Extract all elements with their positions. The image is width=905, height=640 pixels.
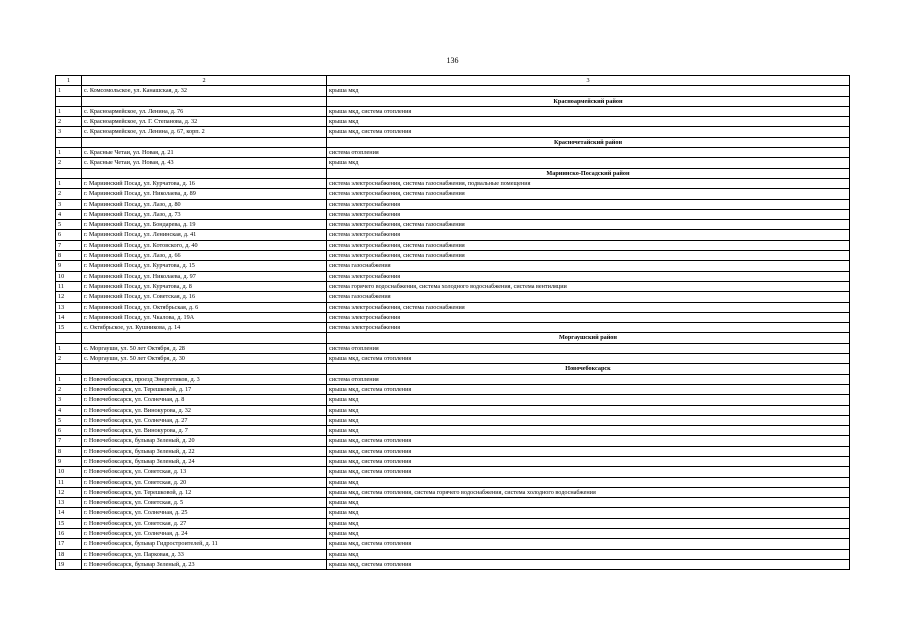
row-systems: система отопления <box>327 148 850 158</box>
table-body <box>56 76 850 570</box>
table-row <box>56 477 850 487</box>
row-number: 8 <box>56 251 82 261</box>
row-address: г. Новочебоксарск, ул. Солнечная, д. 27 <box>82 415 327 425</box>
table-row <box>56 384 850 394</box>
row-address: г. Мариинский Посад, ул. Николаева, д. 97 <box>82 271 327 281</box>
table-row <box>56 559 850 569</box>
row-number: 4 <box>56 405 82 415</box>
section-empty-cell <box>56 168 82 178</box>
row-number: 2 <box>56 354 82 364</box>
section-empty-cell <box>82 364 327 374</box>
row-systems: система электроснабжения <box>327 199 850 209</box>
table-row <box>56 292 850 302</box>
row-systems: крыша мкд, система отопления <box>327 456 850 466</box>
row-address: г. Новочебоксарск, бульвар Зеленый, д. 24 <box>82 456 327 466</box>
table-row <box>56 436 850 446</box>
row-number: 5 <box>56 220 82 230</box>
row-address: г. Новочебоксарск, ул. Солнечная, д. 24 <box>82 529 327 539</box>
row-address: г. Мариинский Посад, ул. Котовского, д. 40 <box>82 240 327 250</box>
row-number: 9 <box>56 456 82 466</box>
row-systems: система электроснабжения, система газоснабжения <box>327 251 850 261</box>
table-row <box>56 395 850 405</box>
row-address: с. Красноармейское, ул. Ленина, д. 67, корп. 2 <box>82 127 327 137</box>
table-row <box>56 220 850 230</box>
row-address: г. Мариинский Посад, ул. Николаева, д. 89 <box>82 189 327 199</box>
row-systems: система отопления <box>327 343 850 353</box>
table-row <box>56 251 850 261</box>
row-address: с. Красноармейское, ул. Г. Степанова, д. 32 <box>82 117 327 127</box>
row-systems: крыша мкд <box>327 549 850 559</box>
row-address: г. Мариинский Посад, ул. Курчатова, д. 16 <box>82 178 327 188</box>
row-systems: крыша мкд, система отопления <box>327 559 850 569</box>
row-address: г. Новочебоксарск, ул. Винокурова, д. 32 <box>82 405 327 415</box>
table-row <box>56 405 850 415</box>
header-col-1: 1 <box>56 76 82 86</box>
row-address: г. Мариинский Посад, ул. Лазо, д. 66 <box>82 251 327 261</box>
row-systems: система горячего водоснабжения, система холодного водоснабжения, система вентиляции <box>327 281 850 291</box>
row-address: г. Мариинский Посад, ул. Курчатова, д. 8 <box>82 281 327 291</box>
row-systems: система электроснабжения, система газоснабжения, подвальные помещения <box>327 178 850 188</box>
table-row <box>56 426 850 436</box>
table-row <box>56 374 850 384</box>
row-number: 7 <box>56 436 82 446</box>
row-systems: крыша мкд, система отопления, система горячего водоснабжения, система холодного водоснабжения <box>327 487 850 497</box>
row-address: г. Новочебоксарск, проезд Энергетиков, д. 3 <box>82 374 327 384</box>
row-address: с. Октябрьское, ул. Кушникова, д. 14 <box>82 323 327 333</box>
section-row <box>56 96 850 106</box>
row-number: 3 <box>56 127 82 137</box>
row-number: 2 <box>56 158 82 168</box>
row-number: 1 <box>56 86 82 96</box>
row-number: 3 <box>56 199 82 209</box>
row-address: с. Красные Четаи, ул. Новая, д. 21 <box>82 148 327 158</box>
table-row <box>56 354 850 364</box>
table-row <box>56 498 850 508</box>
row-address: г. Новочебоксарск, ул. Солнечная, д. 8 <box>82 395 327 405</box>
row-systems: крыша мкд <box>327 158 850 168</box>
section-row <box>56 137 850 147</box>
row-number: 9 <box>56 261 82 271</box>
table-row <box>56 178 850 188</box>
table-row <box>56 518 850 528</box>
row-number: 1 <box>56 148 82 158</box>
row-number: 1 <box>56 374 82 384</box>
section-title: Красноармейский район <box>327 96 850 106</box>
row-systems: крыша мкд <box>327 498 850 508</box>
table-row <box>56 117 850 127</box>
row-address: г. Новочебоксарск, ул. Советская, д. 20 <box>82 477 327 487</box>
row-systems: крыша мкд <box>327 405 850 415</box>
row-address: с. Красноармейское, ул. Ленина, д. 76 <box>82 106 327 116</box>
table-row <box>56 281 850 291</box>
row-number: 10 <box>56 271 82 281</box>
row-address: г. Новочебоксарск, бульвар Зеленый, д. 23 <box>82 559 327 569</box>
row-address: г. Мариинский Посад, ул. Советская, д. 16 <box>82 292 327 302</box>
row-systems: крыша мкд <box>327 529 850 539</box>
row-systems: система электроснабжения <box>327 271 850 281</box>
table-row <box>56 271 850 281</box>
table-row <box>56 415 850 425</box>
row-number: 5 <box>56 415 82 425</box>
row-address: г. Мариинский Посад, ул. Чкалова, д. 19А <box>82 312 327 322</box>
row-address: г. Новочебоксарск, бульвар Гидростроителей, д. 11 <box>82 539 327 549</box>
row-number: 10 <box>56 467 82 477</box>
row-address: г. Новочебоксарск, ул. Советская, д. 27 <box>82 518 327 528</box>
table-row <box>56 456 850 466</box>
table-row <box>56 158 850 168</box>
row-number: 1 <box>56 178 82 188</box>
section-empty-cell <box>82 168 327 178</box>
row-systems: крыша мкд <box>327 415 850 425</box>
section-title: Новочебоксарск <box>327 364 850 374</box>
row-number: 13 <box>56 302 82 312</box>
row-number: 7 <box>56 240 82 250</box>
row-systems: крыша мкд, система отопления <box>327 354 850 364</box>
row-systems: крыша мкд, система отопления <box>327 539 850 549</box>
section-empty-cell <box>56 137 82 147</box>
table-row <box>56 230 850 240</box>
row-systems: крыша мкд <box>327 508 850 518</box>
table-row <box>56 467 850 477</box>
table-header-row <box>56 76 850 86</box>
section-empty-cell <box>82 333 327 343</box>
row-systems: система газоснабжения <box>327 261 850 271</box>
row-number: 15 <box>56 518 82 528</box>
section-title: Мариинско-Посадский район <box>327 168 850 178</box>
row-number: 1 <box>56 343 82 353</box>
section-title: Моргаушский район <box>327 333 850 343</box>
row-systems: крыша мкд, система отопления <box>327 467 850 477</box>
row-address: г. Новочебоксарск, бульвар Зеленый, д. 22 <box>82 446 327 456</box>
row-number: 2 <box>56 189 82 199</box>
row-systems: крыша мкд, система отопления <box>327 127 850 137</box>
section-row <box>56 364 850 374</box>
row-systems: крыша мкд <box>327 395 850 405</box>
table-row <box>56 148 850 158</box>
section-title: Красночетайский район <box>327 137 850 147</box>
section-empty-cell <box>56 333 82 343</box>
row-number: 6 <box>56 230 82 240</box>
row-address: с. Комсомольское, ул. Канашская, д. 32 <box>82 86 327 96</box>
table-row <box>56 189 850 199</box>
table-row <box>56 446 850 456</box>
row-number: 8 <box>56 446 82 456</box>
row-address: г. Новочебоксарск, ул. Терешковой, д. 17 <box>82 384 327 394</box>
row-address: с. Моргауши, ул. 50 лет Октября, д. 30 <box>82 354 327 364</box>
row-systems: система электроснабжения, система газоснабжения <box>327 189 850 199</box>
table-row <box>56 261 850 271</box>
row-address: г. Мариинский Посад, ул. Курчатова, д. 15 <box>82 261 327 271</box>
row-systems: система электроснабжения <box>327 230 850 240</box>
table-row <box>56 86 850 96</box>
repair-table <box>55 75 850 570</box>
row-systems: система электроснабжения, система газоснабжения <box>327 220 850 230</box>
row-address: с. Красные Четаи, ул. Новая, д. 43 <box>82 158 327 168</box>
table-row <box>56 209 850 219</box>
table-row <box>56 529 850 539</box>
row-systems: крыша мкд <box>327 426 850 436</box>
row-number: 13 <box>56 498 82 508</box>
row-systems: система электроснабжения, система газоснабжения <box>327 302 850 312</box>
row-address: г. Новочебоксарск, ул. Винокурова, д. 7 <box>82 426 327 436</box>
table-row <box>56 312 850 322</box>
table-row <box>56 106 850 116</box>
table-row <box>56 508 850 518</box>
row-number: 19 <box>56 559 82 569</box>
row-systems: крыша мкд, система отопления <box>327 436 850 446</box>
row-number: 16 <box>56 529 82 539</box>
row-systems: крыша мкд <box>327 477 850 487</box>
row-address: г. Мариинский Посад, ул. Бондарева, д. 19 <box>82 220 327 230</box>
row-number: 3 <box>56 395 82 405</box>
section-empty-cell <box>82 96 327 106</box>
row-address: г. Мариинский Посад, ул. Октябрьская, д. 6 <box>82 302 327 312</box>
row-number: 6 <box>56 426 82 436</box>
row-systems: крыша мкд <box>327 117 850 127</box>
row-number: 17 <box>56 539 82 549</box>
row-address: г. Новочебоксарск, ул. Советская, д. 13 <box>82 467 327 477</box>
row-address: г. Новочебоксарск, бульвар Зеленый, д. 20 <box>82 436 327 446</box>
row-systems: крыша мкд <box>327 518 850 528</box>
header-col-3: 3 <box>327 76 850 86</box>
row-number: 2 <box>56 117 82 127</box>
header-col-2: 2 <box>82 76 327 86</box>
row-systems: система газоснабжения <box>327 292 850 302</box>
table-row <box>56 302 850 312</box>
row-systems: система электроснабжения <box>327 312 850 322</box>
row-systems: система электроснабжения <box>327 209 850 219</box>
row-number: 11 <box>56 477 82 487</box>
row-number: 14 <box>56 508 82 518</box>
row-systems: крыша мкд <box>327 86 850 96</box>
table-row <box>56 127 850 137</box>
row-number: 4 <box>56 209 82 219</box>
section-empty-cell <box>82 137 327 147</box>
row-address: г. Мариинский Посад, ул. Ленинская, д. 41 <box>82 230 327 240</box>
row-number: 18 <box>56 549 82 559</box>
row-number: 15 <box>56 323 82 333</box>
section-row <box>56 333 850 343</box>
section-empty-cell <box>56 96 82 106</box>
row-systems: крыша мкд, система отопления <box>327 384 850 394</box>
row-systems: система электроснабжения <box>327 323 850 333</box>
row-number: 12 <box>56 487 82 497</box>
row-address: с. Моргауши, ул. 50 лет Октября, д. 28 <box>82 343 327 353</box>
table-row <box>56 487 850 497</box>
row-number: 12 <box>56 292 82 302</box>
table-row <box>56 549 850 559</box>
row-number: 1 <box>56 106 82 116</box>
row-systems: система электроснабжения, система газоснабжения <box>327 240 850 250</box>
row-systems: крыша мкд, система отопления <box>327 446 850 456</box>
row-address: г. Новочебоксарск, ул. Парковая, д. 33 <box>82 549 327 559</box>
row-address: г. Новочебоксарск, ул. Советская, д. 5 <box>82 498 327 508</box>
table-row <box>56 240 850 250</box>
row-number: 14 <box>56 312 82 322</box>
table-row <box>56 323 850 333</box>
table-row <box>56 343 850 353</box>
section-empty-cell <box>56 364 82 374</box>
table-row <box>56 539 850 549</box>
table-row <box>56 199 850 209</box>
row-number: 11 <box>56 281 82 291</box>
page-number: 136 <box>446 56 459 65</box>
row-systems: система отопления <box>327 374 850 384</box>
row-address: г. Новочебоксарск, ул. Солнечная, д. 25 <box>82 508 327 518</box>
row-systems: крыша мкд, система отопления <box>327 106 850 116</box>
row-address: г. Новочебоксарск, ул. Терешковой, д. 12 <box>82 487 327 497</box>
row-address: г. Мариинский Посад, ул. Лазо, д. 73 <box>82 209 327 219</box>
row-number: 2 <box>56 384 82 394</box>
row-address: г. Мариинский Посад, ул. Лазо, д. 80 <box>82 199 327 209</box>
section-row <box>56 168 850 178</box>
